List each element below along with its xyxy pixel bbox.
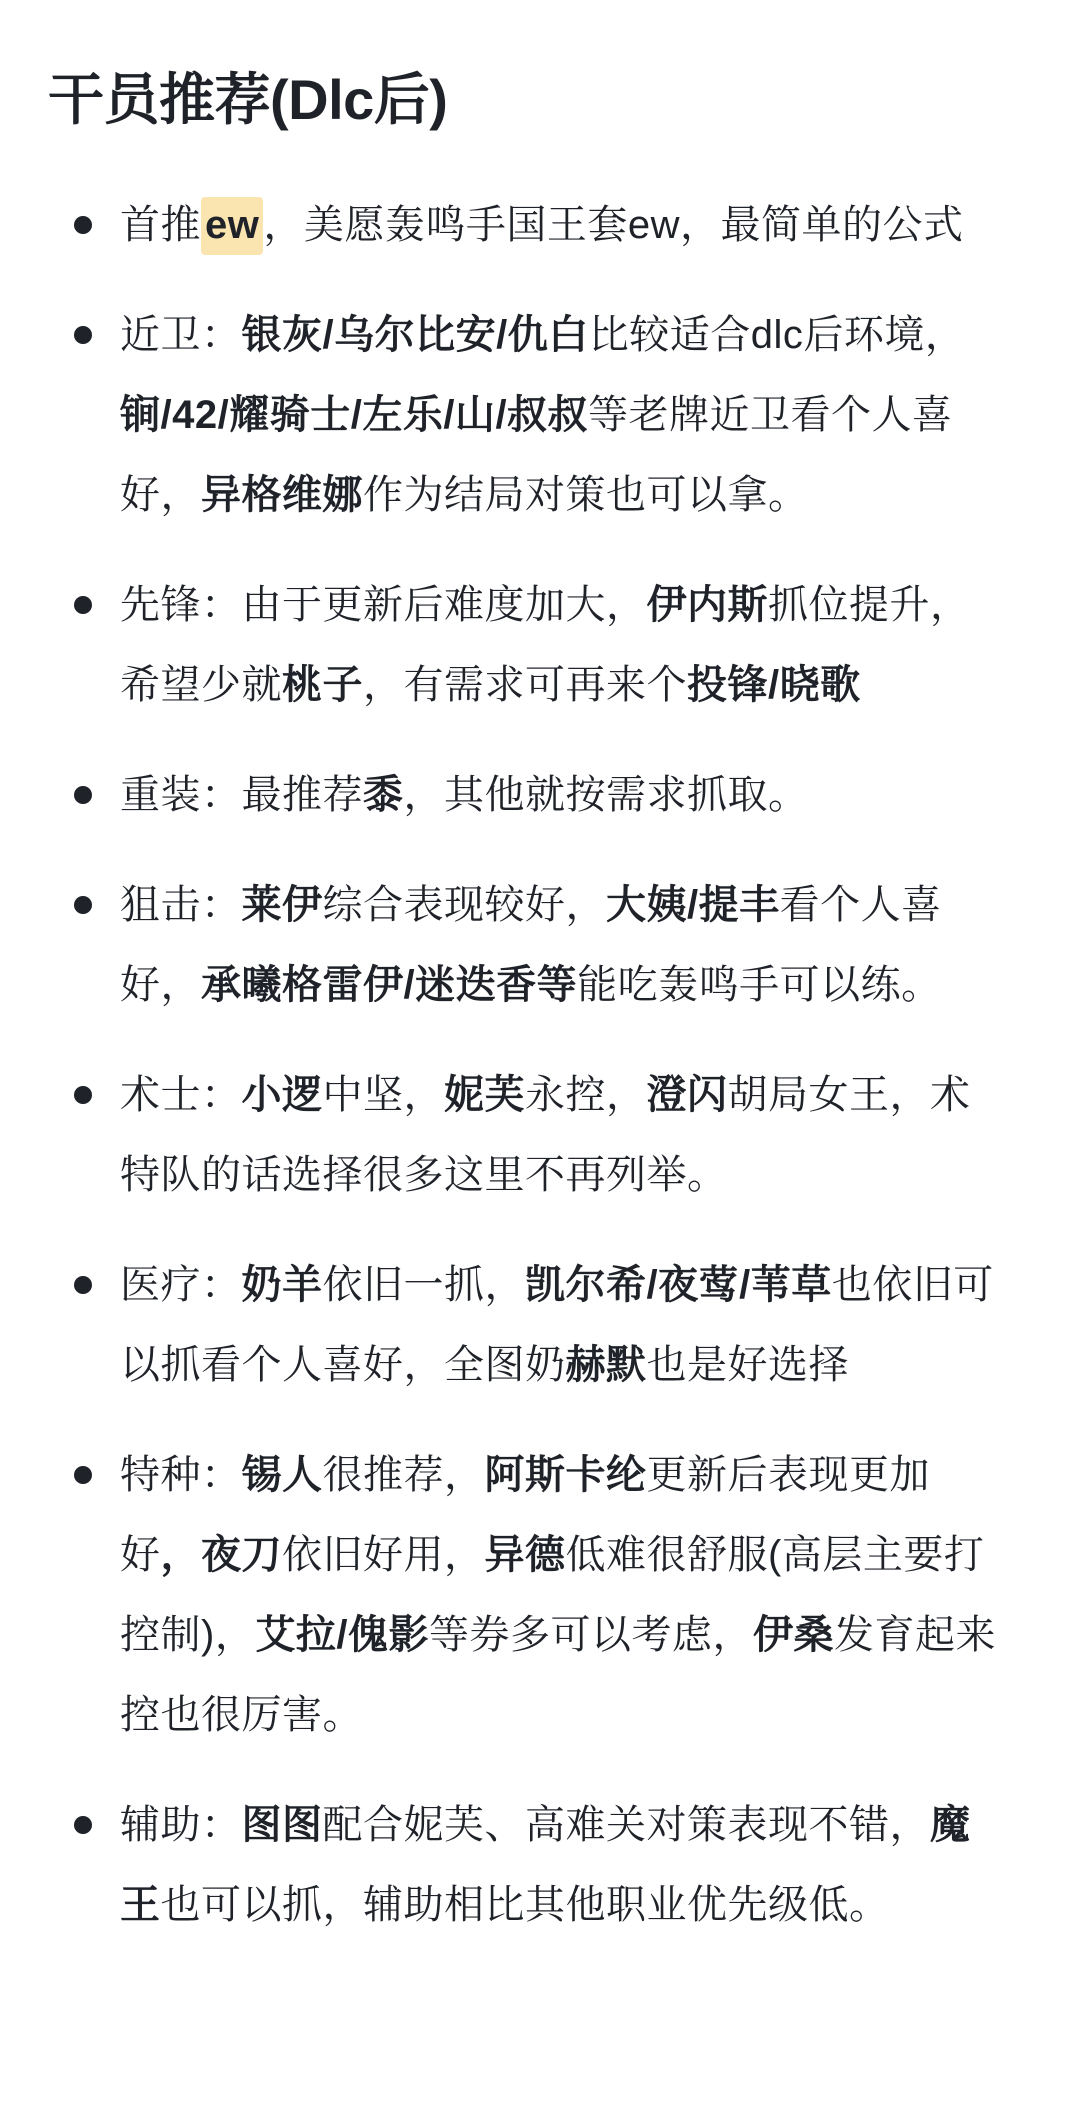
text-segment: 等老牌近卫看个人喜好， [120,393,953,518]
text-segment-bold: 奶羊 [241,1263,323,1308]
text-segment: 辅助： [120,1803,242,1848]
bullet-dot-icon [74,896,92,914]
page-title: 干员推荐(Dlc后) [48,68,448,131]
text-segment: 近卫： [120,313,242,358]
bullet-list [48,185,1008,1945]
text-segment-bold: 澄闪 [646,1073,728,1118]
text-segment: 更新后表现更加好 [120,1453,930,1578]
text-segment: 先锋：由于更新后难度加大， [120,583,647,628]
text-segment-bold: 莱伊 [241,883,323,928]
text-segment: 狙击： [120,883,242,928]
bullet-dot-icon [74,1466,92,1484]
text-segment-bold: ，夜刀 [160,1533,282,1578]
text-segment-bold: 承曦格雷伊/迷迭香等 [201,963,578,1008]
text-segment: 也依旧可以抓看个人喜好，全图奶 [120,1263,994,1388]
bullet-dot-icon [74,326,92,344]
text-segment-bold: 魔王 [120,1803,971,1928]
text-segment-bold: 凯尔希/夜莺/苇草 [525,1263,832,1308]
bullet-item [48,755,1008,835]
bullet-item [48,865,1008,1025]
text-segment: 重装：最推荐 [120,773,363,818]
text-segment-bold: 阿斯卡纶 [484,1453,647,1498]
text-segment: 也是好选择 [646,1343,849,1388]
bullet-item [48,1245,1008,1405]
text-segment-bold: 桃子 [282,663,363,708]
text-segment: 作为结局对策也可以拿。 [363,473,809,518]
text-segment: 低难很舒服(高层主要打控制)， [120,1533,985,1658]
bullet-item [48,1785,1008,1945]
bullet-dot-icon [74,1276,92,1294]
text-segment-bold: 妮芙 [444,1073,525,1118]
text-segment: 术士： [120,1073,242,1118]
text-segment: 首推 [120,203,201,248]
bullet-dot-icon [74,596,92,614]
text-segment-bold: 异格维娜 [201,473,363,518]
text-segment-bold: 小逻 [241,1073,323,1118]
text-segment: 医疗： [120,1263,242,1308]
text-segment-bold: 投锋/晓歌 [687,663,861,708]
bullet-dot-icon [74,1816,92,1834]
text-segment-bold: 伊桑 [752,1613,834,1658]
text-segment: 配合妮芙、高难关对策表现不错， [322,1803,930,1848]
text-segment: ，其他就按需求抓取。 [403,773,809,818]
text-segment-bold: 大姨/提丰 [606,883,780,928]
text-segment: 很推荐， [322,1453,485,1498]
text-segment-bold: 锏/42/耀骑士/左乐/山/叔叔 [120,393,589,438]
text-segment-bold: ew [205,203,260,248]
bullet-item [48,1055,1008,1215]
text-segment: 看个人喜好， [120,883,942,1008]
bullet-item [48,295,1008,535]
text-segment: 永控， [525,1073,647,1118]
text-segment-bold: 伊内斯 [646,583,768,628]
highlighted-text [201,197,263,255]
text-segment: 能吃轰鸣手可以练。 [577,963,942,1008]
bullet-dot-icon [74,1086,92,1104]
text-segment: 综合表现较好， [322,883,606,928]
text-segment: 中坚， [322,1073,444,1118]
text-segment: 发育起来控也很厉害。 [120,1613,996,1738]
bullet-item [48,565,1008,725]
bullet-dot-icon [74,786,92,804]
text-segment: 等券多可以考虑， [428,1613,753,1658]
text-segment: ，美愿轰鸣手国王套ew，最简单的公式 [263,203,964,248]
text-segment-bold: 银灰/乌尔比安/仇白 [241,313,589,358]
text-segment: 依旧好用， [282,1533,485,1578]
text-segment: 特种： [120,1453,242,1498]
text-segment-bold: 锡人 [241,1453,323,1498]
text-segment-bold: 黍 [363,773,404,818]
text-segment: 比较适合dlc后环境， [588,313,966,358]
text-segment: ，有需求可再来个 [363,663,687,708]
text-segment: 也可以抓，辅助相比其他职业优先级低。 [160,1883,890,1928]
bullet-item [48,1435,1008,1755]
bullet-dot-icon [74,216,92,234]
text-segment: 胡局女王，术特队的话选择很多这里不再列举。 [120,1073,971,1198]
bullet-item [48,185,1008,265]
text-segment: 抓位提升，希望少就 [120,583,971,708]
text-segment: 依旧一抓， [322,1263,525,1308]
text-segment-bold: 图图 [241,1803,323,1848]
text-segment-bold: 赫默 [565,1343,647,1388]
text-segment-bold: 艾拉/傀影 [255,1613,429,1658]
text-segment-bold: 异德 [484,1533,566,1578]
